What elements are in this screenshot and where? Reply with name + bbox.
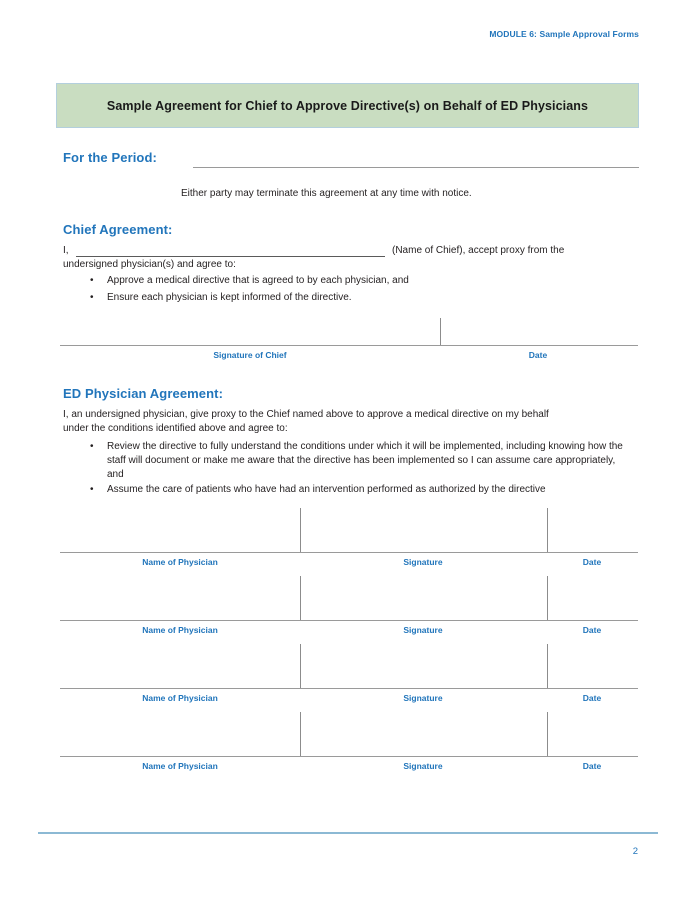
period-fill-in-line[interactable]	[193, 167, 639, 168]
chief-signature-line[interactable]	[60, 345, 638, 346]
module-header-label: MODULE 6: Sample Approval Forms	[489, 29, 639, 39]
footer-divider	[38, 832, 658, 834]
physician-row-divider-name-signature	[300, 508, 301, 552]
document-title: Sample Agreement for Chief to Approve Directive(s) on Behalf of ED Physicians	[106, 98, 589, 113]
period-termination-note: Either party may terminate this agreement at any time with notice.	[181, 188, 472, 199]
physician-intro-line1: I, an undersigned physician, give proxy to the Chief named above to approve a medical directive on my behalf	[63, 409, 549, 420]
physician-row-divider-signature-date	[547, 712, 548, 756]
physician-signature-line[interactable]	[60, 620, 638, 621]
physician-date-label: Date	[582, 557, 602, 567]
physician-name-label: Name of Physician	[142, 625, 218, 635]
physician-row-divider-name-signature	[300, 576, 301, 620]
physician-signature-label: Signature	[403, 557, 443, 567]
physician-signature-line[interactable]	[60, 756, 638, 757]
physician-bullet-text: Assume the care of patients who have had an intervention performed as authorized by the directive	[107, 484, 546, 495]
physician-date-label: Date	[582, 625, 602, 635]
physician-name-label: Name of Physician	[142, 761, 218, 771]
physician-bullet-item	[85, 440, 623, 482]
physician-row-divider-signature-date	[547, 508, 548, 552]
physician-signature-label: Signature	[403, 761, 443, 771]
chief-bullet-text: Approve a medical directive that is agreed to by each physician, and	[107, 275, 409, 286]
physician-signature-line[interactable]	[60, 552, 638, 553]
page-number: 2	[632, 846, 638, 857]
section-heading-ed-physician-agreement: ED Physician Agreement:	[63, 386, 224, 401]
physician-date-label: Date	[582, 693, 602, 703]
chief-intro-prefix: I,	[63, 245, 69, 256]
physician-bullet-text: Review the directive to fully understand the conditions under which it will be implemented, including knowing how the staff will document or make me aware that the directive has been implemented so I can assume care appropriately, and	[107, 441, 623, 480]
bullet-dot-icon: •	[90, 292, 94, 303]
physician-row-divider-name-signature	[300, 644, 301, 688]
chief-intro-suffix: (Name of Chief), accept proxy from the	[392, 245, 565, 256]
bullet-dot-icon: •	[90, 441, 94, 452]
chief-bullet-item	[85, 274, 625, 288]
physician-signature-label: Signature	[403, 693, 443, 703]
title-banner	[56, 83, 639, 128]
physician-row-divider-name-signature	[300, 712, 301, 756]
section-heading-for-the-period: For the Period:	[63, 150, 157, 165]
chief-bullet-text: Ensure each physician is kept informed of the directive.	[107, 292, 352, 303]
physician-signature-line[interactable]	[60, 688, 638, 689]
bullet-dot-icon: •	[90, 275, 94, 286]
section-heading-chief-agreement: Chief Agreement:	[63, 222, 173, 237]
physician-row-divider-signature-date	[547, 644, 548, 688]
chief-bullet-item	[85, 291, 625, 305]
bullet-dot-icon: •	[90, 484, 94, 495]
physician-date-label: Date	[582, 761, 602, 771]
physician-name-label: Name of Physician	[142, 693, 218, 703]
chief-signature-column-divider	[440, 318, 441, 345]
physician-bullet-item	[85, 483, 623, 497]
physician-signature-label: Signature	[403, 625, 443, 635]
physician-row-divider-signature-date	[547, 576, 548, 620]
physician-name-label: Name of Physician	[142, 557, 218, 567]
chief-name-fill-in-line[interactable]	[76, 256, 385, 257]
chief-intro-line2: undersigned physician(s) and agree to:	[63, 259, 236, 270]
chief-signature-label: Signature of Chief	[213, 350, 287, 360]
physician-intro-line2: under the conditions identified above and agree to:	[63, 423, 288, 434]
chief-date-label: Date	[528, 350, 548, 360]
